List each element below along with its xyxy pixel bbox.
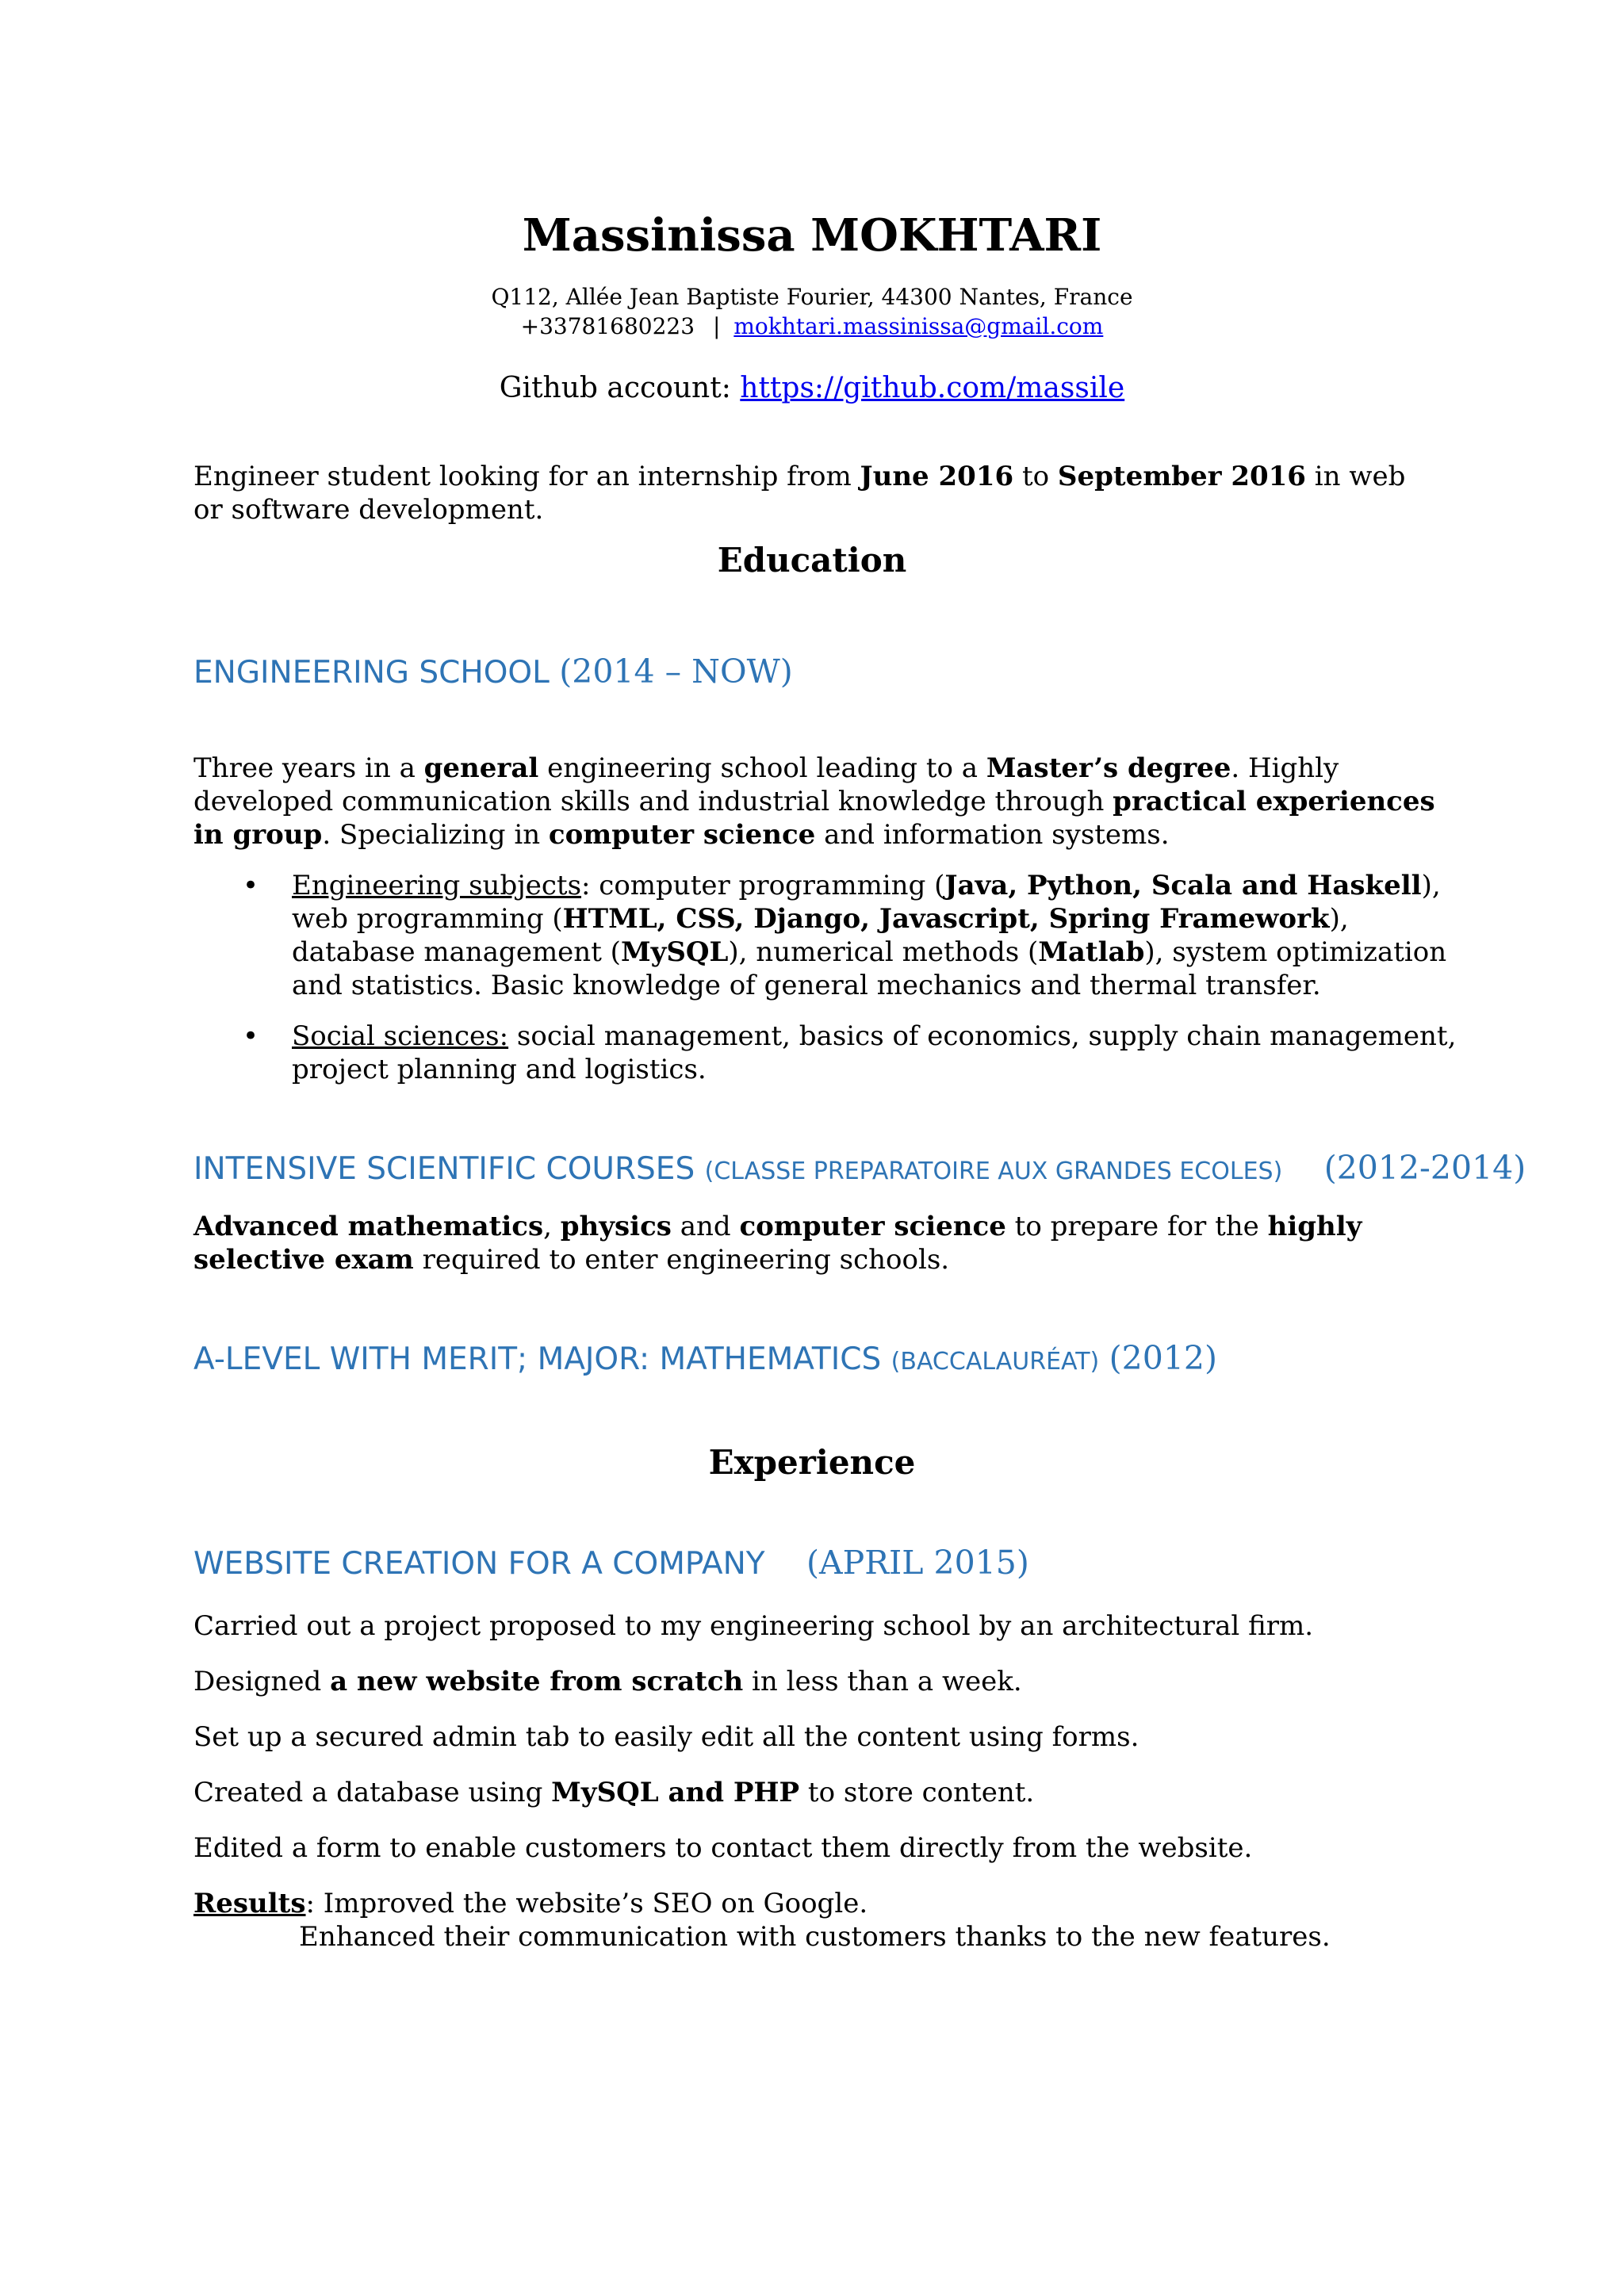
- line-text: to store content.: [799, 1777, 1035, 1808]
- experience-line: Set up a secured admin tab to easily edit all the content using forms.: [193, 1721, 1139, 1753]
- line-bold: MySQL and PHP: [551, 1777, 800, 1808]
- list-item: [193, 869, 1462, 1002]
- bullet-text: ), web programming (: [292, 870, 1441, 935]
- bullet-label: Social sciences:: [292, 1020, 509, 1052]
- prep-courses-heading: [193, 1148, 1526, 1192]
- objective-text: in web or software development.: [193, 461, 1406, 526]
- results-line: Enhanced their communication with customers thanks to the new features.: [299, 1921, 1331, 1953]
- desc-text: and information systems.: [815, 819, 1170, 851]
- heading-date: (2014 – NOW): [559, 652, 793, 691]
- bullet-bold: Matlab: [1038, 936, 1145, 968]
- desc-bold: computer science: [548, 819, 816, 851]
- website-creation-heading: [193, 1543, 1462, 1584]
- desc-text: engineering school leading to a: [538, 752, 986, 784]
- objective-text: to: [1013, 461, 1058, 492]
- experience-line: [193, 1665, 1438, 1698]
- desc-bold: highly selective exam: [193, 1211, 1362, 1276]
- desc-bold: practical experiences in group: [193, 786, 1435, 851]
- desc-text: and: [671, 1211, 740, 1242]
- desc-text: . Highly developed communication skills and industrial knowledge through: [193, 752, 1339, 817]
- desc-bold: Advanced mathematics: [193, 1211, 544, 1242]
- a-level-heading: [193, 1338, 1462, 1382]
- education-title: Education: [717, 541, 907, 580]
- bullet-text: social management, basics of economics, supply chain management, project planning and logistics.: [292, 1020, 1457, 1085]
- heading-text: INTENSIVE SCIENTIFIC COURSES: [193, 1151, 695, 1187]
- experience-line: [193, 1776, 1438, 1809]
- heading-text: ENGINEERING SCHOOL: [193, 655, 550, 691]
- phone-number: +33781680223: [520, 313, 695, 339]
- engineering-bullet-list: [193, 869, 1462, 1104]
- line-text: Created a database using: [193, 1777, 552, 1808]
- experience-line: Carried out a project proposed to my engineering school by an architectural firm.: [193, 1610, 1314, 1642]
- desc-bold: Master’s degree: [986, 752, 1231, 784]
- objective-text: Engineer student looking for an internship from: [193, 461, 860, 492]
- bullet-text: ), database management (: [292, 903, 1349, 968]
- objective-start-date: June 2016: [860, 461, 1014, 492]
- bullet-text: ), numerical methods (: [728, 936, 1039, 968]
- prep-description: [193, 1210, 1438, 1276]
- desc-text: ,: [543, 1211, 561, 1242]
- email-link[interactable]: mokhtari.massinissa@gmail.com: [733, 313, 1104, 339]
- heading-text: WEBSITE CREATION FOR A COMPANY: [193, 1546, 765, 1582]
- heading-date: (2012-2014): [1323, 1149, 1526, 1187]
- experience-line: Edited a form to enable customers to contact them directly from the website.: [193, 1832, 1253, 1864]
- line-text: Designed: [193, 1666, 331, 1697]
- list-item: [193, 1020, 1462, 1086]
- heading-date: (APRIL 2015): [806, 1544, 1029, 1582]
- bullet-text: : computer programming (: [581, 870, 945, 901]
- objective-end-date: September 2016: [1057, 461, 1306, 492]
- results-block: [193, 1887, 1438, 1954]
- contact-line: [0, 312, 1624, 342]
- experience-title: Experience: [708, 1443, 916, 1482]
- heading-note: (CLASSE PREPARATOIRE AUX GRANDES ECOLES): [704, 1158, 1283, 1185]
- bullet-bold: Java, Python, Scala and Haskell: [944, 870, 1422, 901]
- bullet-icon: •: [243, 1020, 259, 1052]
- bullet-label: Engineering subjects: [292, 870, 582, 901]
- bullet-bold: MySQL: [620, 936, 729, 968]
- bullet-icon: •: [243, 870, 259, 901]
- results-label: Results: [193, 1888, 306, 1919]
- desc-bold: computer science: [739, 1211, 1006, 1242]
- github-line: [0, 369, 1624, 408]
- desc-text: to prepare for the: [1005, 1211, 1268, 1242]
- objective-paragraph: [193, 460, 1438, 526]
- results-text: : Improved the website’s SEO on Google.: [305, 1888, 868, 1919]
- bullet-text: ), system optimization and statistics. Basic knowledge of general mechanics and thermal transfer.: [292, 936, 1447, 1001]
- desc-text: Three years in a: [193, 752, 424, 784]
- desc-text: required to enter engineering schools.: [413, 1244, 950, 1276]
- heading-date: (2012): [1109, 1339, 1218, 1377]
- line-text: in less than a week.: [743, 1666, 1022, 1697]
- desc-bold: general: [423, 752, 539, 784]
- github-label: Github account:: [499, 372, 731, 404]
- heading-text: A-LEVEL WITH MERIT; MAJOR: MATHEMATICS: [193, 1341, 882, 1377]
- engineering-description: [193, 752, 1438, 851]
- line-bold: a new website from scratch: [330, 1666, 744, 1697]
- desc-text: . Specializing in: [322, 819, 549, 851]
- address-line: Q112, Allée Jean Baptiste Fourier, 44300 Nantes, France: [491, 284, 1133, 310]
- engineering-school-heading: [193, 652, 1462, 693]
- contact-separator: |: [712, 313, 721, 339]
- candidate-name: Massinissa MOKHTARI: [522, 209, 1102, 262]
- desc-bold: physics: [560, 1211, 672, 1242]
- bullet-bold: HTML, CSS, Django, Javascript, Spring Framework: [562, 903, 1330, 935]
- github-link[interactable]: https://github.com/massile: [740, 372, 1125, 404]
- results-line: [193, 1887, 1438, 1920]
- heading-note: (BACCALAURÉAT): [891, 1348, 1100, 1376]
